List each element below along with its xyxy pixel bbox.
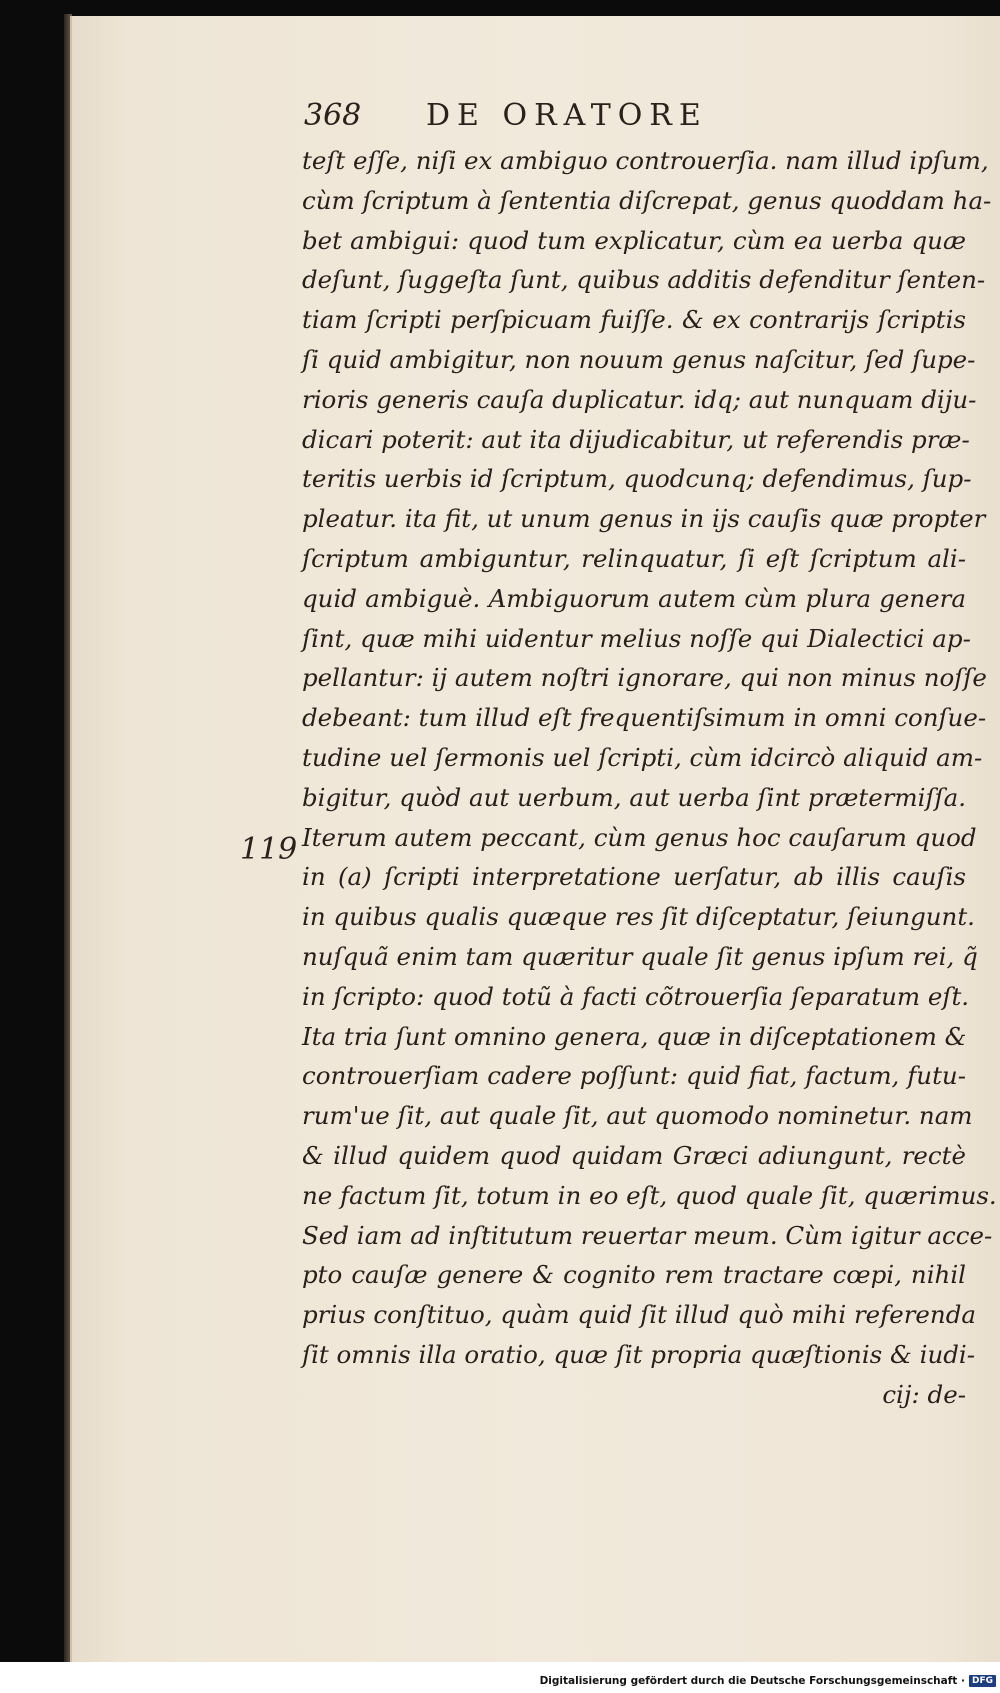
text-line: Ita tria ſunt omnino genera, quæ in diſceptationem & [302, 1021, 967, 1051]
text-line: in (a) ſcripti interpretatione uerſatur, ab illis cauſis [302, 862, 966, 892]
dfg-logo-icon: DFG [969, 1675, 996, 1687]
text-line: teſt eſſe, niſi ex ambiguo controuerſia. nam illud ipſum, [302, 146, 989, 175]
text-line: cùm ſcriptum à ſententia diſcrepat, genus quoddam ha- [302, 185, 992, 215]
text-line: bet ambigui: quod tum explicatur, cùm ea uerba quæ [302, 225, 966, 255]
page-number: 368 [304, 98, 362, 133]
running-title: DE ORATORE [426, 98, 708, 133]
text-line: Iterum autem peccant, cùm genus hoc cauſarum quod [302, 822, 977, 852]
text-line: pto cauſæ genere & cognito rem tractare cœpi, nihil [302, 1260, 966, 1290]
text-line: ne factum ſit, totum in eo eſt, quod quale ſit, quærimus. [302, 1180, 997, 1210]
text-line: ſit omnis illa oratio, quæ ſit propria quæſtionis & iudi- [302, 1339, 976, 1369]
credit-text: Digitalisierung gefördert durch die Deutsche Forschungsgemeinschaft · [539, 1675, 965, 1687]
text-line: ſi quid ambigitur, non nouum genus naſcitur, ſed ſupe- [302, 344, 976, 374]
text-line: debeant: tum illud eſt frequentiſsimum in omni conſue- [302, 703, 987, 733]
text-line: pellantur: ij autem noſtri ignorare, qui non minus noſſe [302, 663, 987, 693]
text-line: nuſquã enim tam quæritur quale ſit genus ipſum rei, q̃ [302, 941, 978, 971]
text-line: dicari poterit: aut ita dijudicabitur, ut referendis præ- [302, 424, 970, 454]
text-line: ſint, quæ mihi uidentur melius noſſe qui Dialectici ap- [302, 623, 971, 653]
text-line: teritis uerbis id ſcriptum, quodcunq; defendimus, ſup- [302, 464, 972, 494]
text-line: prius conſtituo, quàm quid ſit illud quò mihi referenda [302, 1300, 977, 1330]
text-line: pleatur. ita fit, ut unum genus in ijs cauſis quæ propter [302, 504, 986, 534]
text-line: ſcriptum ambiguntur, relinquatur, ſi eſt ſcriptum ali- [302, 543, 966, 573]
text-line: tudine uel ſermonis uel ſcripti, cùm idcircò aliquid am- [302, 742, 983, 772]
text-line: Sed iam ad inſtitutum reuertar meum. Cùm igitur acce- [302, 1220, 993, 1250]
catchword-line: cij: de- [882, 1379, 966, 1409]
page-header [304, 98, 824, 138]
text-line: bigitur, quòd aut uerbum, aut uerba ſint prætermiſſa. [302, 782, 966, 812]
text-line: in ſcripto: quod totũ à facti cõtrouerſia ſeparatum eſt. [302, 981, 970, 1011]
text-line: rum'ue ſit, aut quale ſit, aut quomodo nominetur. nam [302, 1101, 973, 1131]
text-line: quid ambiguè. Ambiguorum autem cùm plura genera [302, 583, 966, 613]
text-line: in quibus qualis quæque res ſit diſceptatur, ſeiungunt. [302, 902, 975, 932]
text-line: tiam ſcripti perſpicuam fuiſſe. & ex contrarijs ſcriptis [302, 305, 966, 335]
margin-note-number: 119 [240, 832, 298, 867]
text-line: rioris generis cauſa duplicatur. idq; aut nunquam diju- [302, 384, 977, 414]
body-text [302, 141, 997, 1415]
text-line: deſunt, ſuggeſta ſunt, quibus additis defenditur ſenten- [302, 265, 986, 295]
text-line: controuerſiam cadere poſſunt: quid fiat, factum, futu- [302, 1061, 966, 1091]
text-line: & illud quidem quod quidam Græci adiungunt, rectè [302, 1140, 966, 1170]
digitization-credit [540, 1672, 996, 1690]
